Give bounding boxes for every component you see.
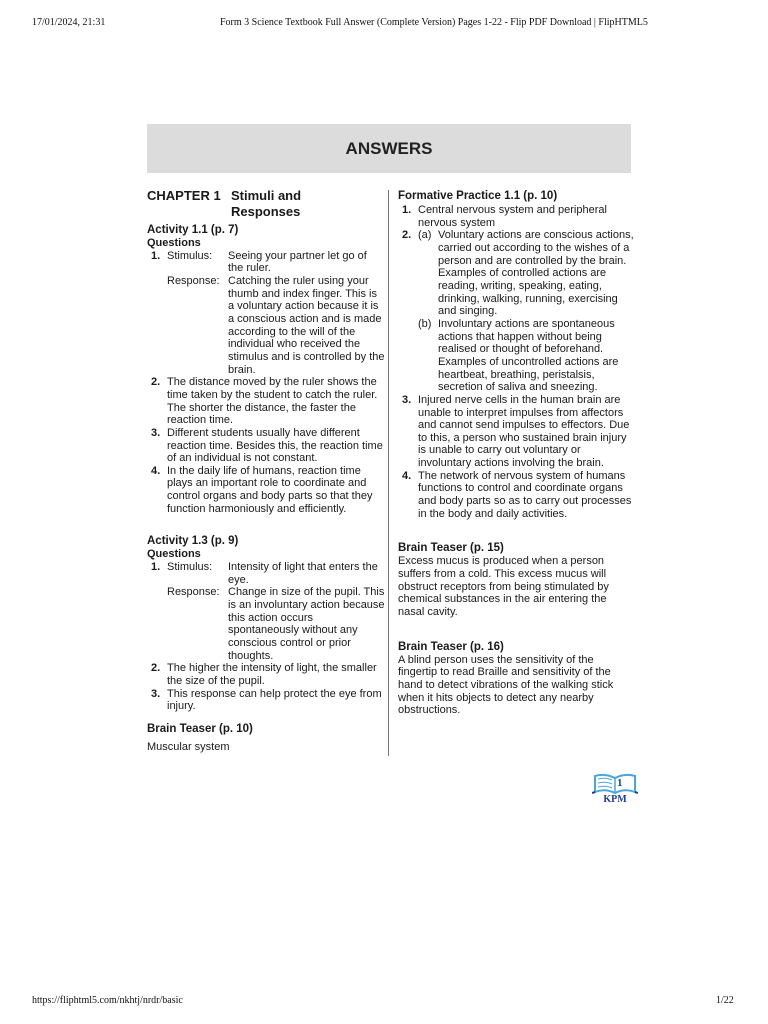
- brain-teaser-16-heading: Brain Teaser (p. 16): [398, 640, 504, 653]
- subitem-body: [438, 318, 634, 394]
- answer-text: Injured nerve cells in the human brain are unable to interpret impulses from affectors and cannot send impulses to effectors. Due to this, a person who sustained brain injury is unable to carry out voluntary or involuntary actions involving the brain.: [418, 393, 630, 470]
- item-number: 4.: [151, 464, 161, 477]
- subitem-examples: Examples of controlled actions are reading, writing, speaking, eating, drinking, walking, running, exercising and singing.: [438, 267, 618, 318]
- print-datetime: 17/01/2024, 21:31: [32, 17, 106, 28]
- open-book-icon: [592, 772, 638, 796]
- item-number-blank: [147, 586, 167, 662]
- stimulus-text: Seeing your partner let go of the ruler.: [228, 249, 367, 275]
- subitem-label: (a): [418, 229, 432, 242]
- answer-item: [398, 470, 634, 521]
- subitem-text: Involuntary actions are spontaneous actions that happen without being realised or thought of beforehand.: [438, 317, 615, 356]
- chapter-number: CHAPTER 1: [147, 188, 221, 203]
- item-number: 2.: [151, 376, 161, 389]
- right-column: [398, 188, 634, 717]
- answer-item: [147, 250, 385, 275]
- subitem-label: (b): [418, 317, 432, 330]
- answers-banner: [147, 124, 631, 173]
- subitem-text: Voluntary actions are conscious actions, carried out according to the wishes of a person and are controlled by the brain.: [438, 229, 634, 267]
- answer-text: Different students usually have different reaction time. Besides this, the reaction time of an individual is not constant.: [167, 426, 383, 465]
- answer-text: The higher the intensity of light, the smaller the size of the pupil.: [167, 662, 377, 687]
- banner-title: ANSWERS: [345, 139, 433, 158]
- questions-label: Questions: [147, 548, 201, 561]
- item-number: 2.: [402, 229, 412, 242]
- response-text: Catching the ruler using your thumb and index finger. This is a voluntary action because it is a conscious action and is made according to the will of the individual who received the stimulus and is controlled by the brain.: [228, 274, 385, 376]
- left-column: [147, 188, 385, 754]
- answer-item: [398, 204, 634, 229]
- subitem-body: [438, 229, 634, 318]
- brain-teaser-16-text: A blind person uses the sensitivity of the fingertip to read Braille and sensitivity of the hand to detect vibrations of the walking stick when it hits objects to detect any nearby obstructions.: [398, 653, 614, 717]
- item-number: 2.: [151, 662, 161, 675]
- item-number: 1.: [402, 204, 412, 216]
- brain-teaser-15-heading: Brain Teaser (p. 15): [398, 542, 504, 555]
- logo-page-number: 1: [617, 777, 623, 789]
- stimulus-text: Intensity of light that enters the eye.: [228, 561, 378, 586]
- brain-teaser-15-text: Excess mucus is produced when a person suffers from a cold. This excess mucus will obstruct receptors from being stimulated by chemical substances in the air entering the nasal cavity.: [398, 555, 609, 619]
- answer-item: [147, 465, 385, 516]
- chapter-title-line1: Stimuli and: [231, 188, 302, 203]
- item-number: 3.: [151, 426, 161, 439]
- item-number: 3.: [402, 393, 412, 406]
- item-number-blank: [147, 275, 167, 376]
- print-page-title: Form 3 Science Textbook Full Answer (Complete Version) Pages 1-22 - Flip PDF Download | FlipHTML5: [220, 17, 648, 28]
- logo-text: KPM: [603, 794, 627, 805]
- answer-text: Central nervous system and peripheral nervous system: [418, 204, 607, 229]
- chapter-title-line2: Responses: [231, 204, 301, 219]
- answer-item: [147, 561, 385, 586]
- item-number: 4.: [402, 469, 412, 482]
- column-divider: [388, 190, 389, 756]
- answer-item: [398, 229, 634, 394]
- chapter-title: [231, 188, 301, 220]
- answer-item: [398, 394, 634, 470]
- stimulus-label: Stimulus:: [167, 249, 213, 262]
- response-label: Response:: [167, 274, 220, 287]
- subitem-a: [418, 229, 634, 318]
- answer-item: [147, 662, 385, 687]
- item-number: 1.: [151, 249, 161, 262]
- brain-teaser-10-heading: Brain Teaser (p. 10): [147, 722, 253, 735]
- kpm-logo: [592, 772, 638, 806]
- activity-1-1-heading: Activity 1.1 (p. 7): [147, 224, 239, 236]
- answer-text: The network of nervous system of humans functions to control and coordinate organs and body parts so as to carry out processes in the body and daily activities.: [418, 469, 632, 520]
- questions-label: Questions: [147, 237, 201, 249]
- answer-item: [147, 376, 385, 427]
- answer-text: The distance moved by the ruler shows the time taken by the student to catch the ruler. The shorter the distance, the faster the reaction time.: [167, 376, 378, 427]
- activity-1-3-heading: Activity 1.3 (p. 9): [147, 535, 239, 548]
- answer-subitems: [418, 229, 634, 394]
- answer-text: This response can help protect the eye from injury.: [167, 687, 382, 713]
- item-number: 1.: [151, 561, 161, 574]
- formative-practice-heading: Formative Practice 1.1 (p. 10): [398, 190, 558, 202]
- answer-item: [147, 275, 385, 376]
- print-url: https://fliphtml5.com/nkhtj/nrdr/basic: [32, 995, 183, 1006]
- response-text: Change in size of the pupil. This is an involuntary action because this action occurs spontaneously without any conscious control or prior thoughts.: [228, 586, 385, 662]
- subitem-examples: Examples of uncontrolled actions are heartbeat, breathing, peristalsis, secretion of saliva and sneezing.: [438, 355, 619, 394]
- brain-teaser-10-text: Muscular system: [147, 740, 230, 753]
- subitem-b: [418, 318, 634, 394]
- answer-item: [147, 688, 385, 713]
- item-number: 3.: [151, 687, 161, 700]
- answer-item: [147, 427, 385, 465]
- chapter-heading: [147, 188, 385, 220]
- response-label: Response:: [167, 586, 220, 599]
- answer-text: In the daily life of humans, reaction time plays an important role to coordinate and control organs and body parts so that they function harmoniously and efficiently.: [167, 464, 373, 515]
- print-page-count: 1/22: [716, 995, 734, 1006]
- stimulus-label: Stimulus:: [167, 561, 213, 574]
- answer-item: [147, 586, 385, 662]
